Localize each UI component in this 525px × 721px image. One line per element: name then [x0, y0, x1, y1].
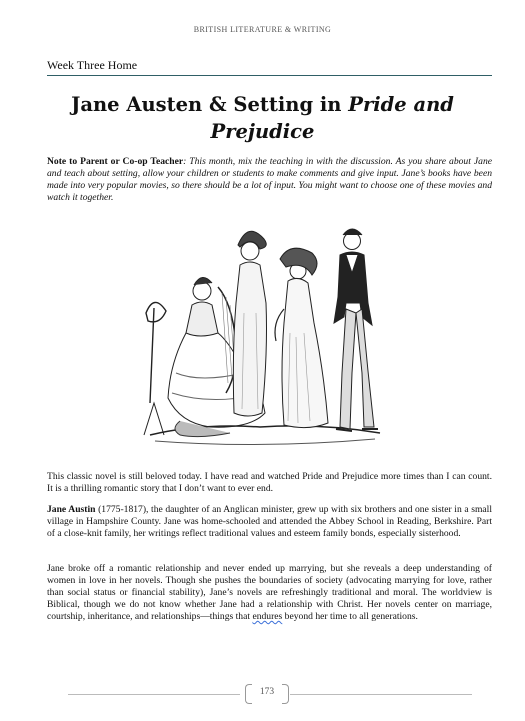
teacher-note — [47, 156, 492, 204]
section-rule — [47, 75, 492, 76]
novels-text-before: Jane broke off a romantic relationship and never ended up marrying, but she reveals a deep understanding of women in love in her novels. Though she pushes the boundaries of society (advocating marrying for love, rather than social status or financial stability), Jane’s novels are refreshingly traditional and moral. The worldview is Biblical, though we do not know whether Jane had a relationship with Christ. Her novels center on marriage, courtship, inheritance, and relationships—things that — [47, 563, 492, 622]
page-number-box — [245, 684, 289, 702]
biography-text: (1775-1817), the daughter of an Anglican minister, grew up with six brothers and one sister in a small village in Hampshire County. Jane was home-schooled and attended the Abbey School in Reading, Berkshire. Part of a close-knit family, her writings reflect traditional values and esteem family bonds, especially sisterhood. — [47, 504, 493, 539]
running-head: BRITISH LITERATURE & WRITING — [193, 25, 332, 34]
page-number: 173 — [259, 687, 275, 697]
paragraph-biography — [47, 504, 492, 540]
footer-rule-right — [290, 694, 472, 695]
title-text: Jane Austen & Setting in — [71, 93, 349, 116]
title-italic-1: Pride and — [348, 93, 454, 116]
paragraph-intro: This classic novel is still beloved today. I have read and watched Pride and Prejudice more times than I can count. It is a thrilling romantic story that I don’t want to ever end. — [47, 471, 492, 494]
title-italic-2: Prejudice — [210, 120, 315, 143]
paragraph-novels — [47, 563, 492, 623]
novels-text-after: beyond her time to all generations. — [282, 611, 418, 622]
section-label: Week Three Home — [47, 58, 138, 72]
page-title — [60, 91, 465, 145]
note-lead: Note to Parent or Co-op Teacher — [47, 156, 184, 167]
note-text: : This month, mix the teaching in with the discussion. As you share about Jane and teach about setting, allow your children or students to make comments and give input. Jane’s books have been made into very popular movies, so there should be a lot of input. You might want to choose one of these movies and watch it together. — [47, 156, 492, 203]
author-name: Jane Austin — [47, 504, 96, 515]
footer-rule-left — [68, 694, 240, 695]
regency-illustration — [140, 213, 390, 453]
grammar-flagged-word[interactable]: endures — [252, 611, 283, 622]
